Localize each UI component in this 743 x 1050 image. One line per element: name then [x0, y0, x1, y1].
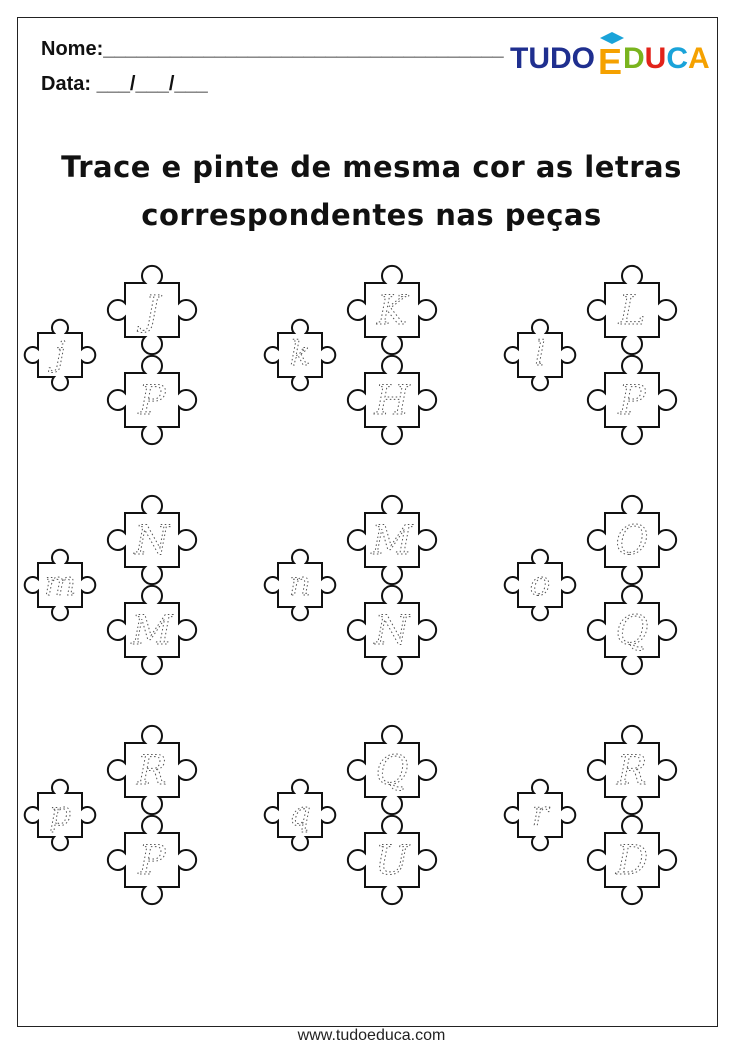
dotted-letter: O — [615, 518, 649, 564]
dotted-letter: U — [375, 838, 409, 884]
dotted-letter: q — [289, 794, 311, 834]
big-puzzle-piece-bottom[interactable] — [108, 816, 196, 904]
dotted-letter: R — [136, 748, 168, 794]
svg-text:DUCA: DUCA — [623, 42, 710, 75]
small-puzzle-piece-q[interactable] — [265, 780, 336, 851]
dotted-letter: J — [143, 288, 161, 334]
dotted-letter: M — [131, 608, 173, 654]
big-puzzle-piece-top[interactable] — [348, 266, 436, 354]
logo-text-e: E — [598, 41, 623, 82]
big-puzzle-piece-bottom[interactable] — [348, 816, 436, 904]
big-puzzle-piece-top[interactable] — [108, 726, 196, 814]
small-puzzle-piece-m[interactable] — [25, 550, 96, 621]
big-puzzle-piece-bottom[interactable] — [588, 586, 676, 674]
big-puzzle-piece-top[interactable] — [348, 496, 436, 584]
dotted-letter: H — [374, 378, 410, 424]
dotted-letter: k — [289, 334, 311, 374]
big-puzzle-piece-bottom[interactable] — [348, 356, 436, 444]
big-puzzle-piece-top[interactable] — [108, 266, 196, 354]
dotted-letter: D — [615, 838, 649, 884]
logo-text-left: TUDO — [510, 42, 595, 75]
small-puzzle-piece-r[interactable] — [505, 780, 576, 851]
big-puzzle-piece-top[interactable] — [108, 496, 196, 584]
dotted-letter: R — [616, 748, 648, 794]
big-puzzle-piece-top[interactable] — [348, 726, 436, 814]
footer-url[interactable]: www.tudoeduca.com — [297, 1027, 446, 1044]
small-puzzle-piece-n[interactable] — [265, 550, 336, 621]
dotted-letter: o — [529, 564, 551, 604]
dotted-letter: n — [289, 564, 311, 604]
big-puzzle-piece-bottom[interactable] — [588, 816, 676, 904]
name-field[interactable]: Nome:____________________________________ — [41, 38, 504, 60]
dotted-letter: p — [49, 794, 71, 834]
dotted-letter: m — [43, 564, 77, 604]
dotted-letter: j — [54, 334, 66, 374]
big-puzzle-piece-bottom[interactable] — [588, 356, 676, 444]
dotted-letter: N — [134, 518, 170, 564]
small-puzzle-piece-j[interactable] — [25, 320, 96, 391]
date-field[interactable]: Data: ___/___/___ — [41, 73, 208, 95]
small-puzzle-piece-k[interactable] — [265, 320, 336, 391]
dotted-letter: L — [618, 288, 646, 334]
big-puzzle-piece-bottom[interactable] — [348, 586, 436, 674]
small-puzzle-piece-l[interactable] — [505, 320, 576, 391]
small-puzzle-piece-p[interactable] — [25, 780, 96, 851]
dotted-letter: P — [138, 838, 166, 884]
dotted-letter: M — [371, 518, 413, 564]
logo-text-right: DUCA — [508, 30, 511, 31]
big-puzzle-piece-bottom[interactable] — [108, 586, 196, 674]
dotted-letter: K — [377, 288, 407, 334]
dotted-letter: N — [374, 608, 410, 654]
big-puzzle-piece-top[interactable] — [588, 496, 676, 584]
dotted-letter: Q — [375, 748, 409, 794]
dotted-letter: P — [618, 378, 646, 424]
instruction-line-1: Trace e pinte de mesma cor as letras — [61, 150, 682, 184]
instruction-line-2: correspondentes nas peças — [141, 198, 602, 232]
dotted-letter: Q — [615, 608, 649, 654]
dotted-letter: l — [534, 334, 546, 374]
big-puzzle-piece-bottom[interactable] — [108, 356, 196, 444]
big-puzzle-piece-top[interactable] — [588, 266, 676, 354]
dotted-letter: P — [138, 378, 166, 424]
big-puzzle-piece-top[interactable] — [588, 726, 676, 814]
dotted-letter: r — [531, 794, 549, 834]
small-puzzle-piece-o[interactable] — [505, 550, 576, 621]
